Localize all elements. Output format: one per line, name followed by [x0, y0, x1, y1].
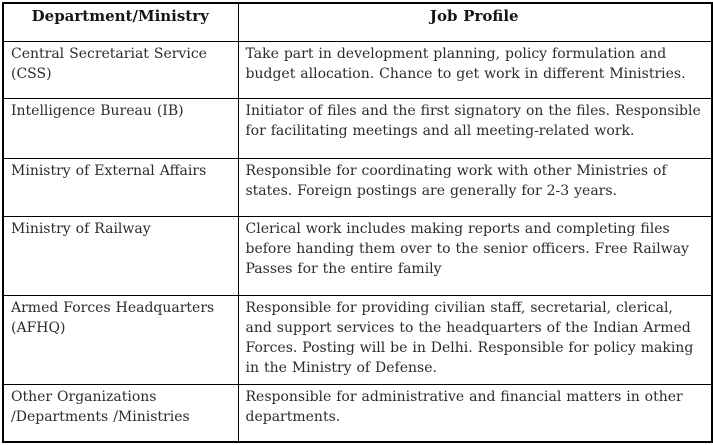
table-row: [3, 158, 712, 216]
dept-cell: Intelligence Bureau (IB): [3, 98, 238, 158]
column-header-job-profile: Job Profile: [238, 3, 712, 41]
dept-cell: Other Organizations /Departments /Ministries: [3, 384, 238, 442]
table-body: [3, 41, 712, 442]
profile-cell: Responsible for administrative and financial matters in other departments.: [238, 384, 712, 442]
dept-cell: Ministry of Railway: [3, 216, 238, 295]
table-row: [3, 41, 712, 98]
column-header-department: Department/Ministry: [3, 3, 238, 41]
dept-cell: Central Secretariat Service (CSS): [3, 41, 238, 98]
table-row: [3, 98, 712, 158]
profile-cell: Take part in development planning, policy formulation and budget allocation. Chance to get work in different Ministries.: [238, 41, 712, 98]
table-header-row: [3, 3, 712, 41]
profile-cell: Clerical work includes making reports and completing files before handing them over to the senior officers. Free Railway Passes for the entire family: [238, 216, 712, 295]
profile-cell: Initiator of files and the first signatory on the files. Responsible for facilitating meetings and all meeting-related work.: [238, 98, 712, 158]
dept-cell: Armed Forces Headquarters (AFHQ): [3, 295, 238, 384]
table-row: [3, 295, 712, 384]
table-row: [3, 216, 712, 295]
dept-cell: Ministry of External Affairs: [3, 158, 238, 216]
profile-cell: Responsible for coordinating work with other Ministries of states. Foreign postings are generally for 2-3 years.: [238, 158, 712, 216]
department-job-table: [2, 2, 713, 443]
profile-cell: Responsible for providing civilian staff, secretarial, clerical, and support services to the headquarters of the Indian Armed Forces. Posting will be in Delhi. Responsible for policy making in the Ministry of Defense.: [238, 295, 712, 384]
table-row: [3, 384, 712, 442]
